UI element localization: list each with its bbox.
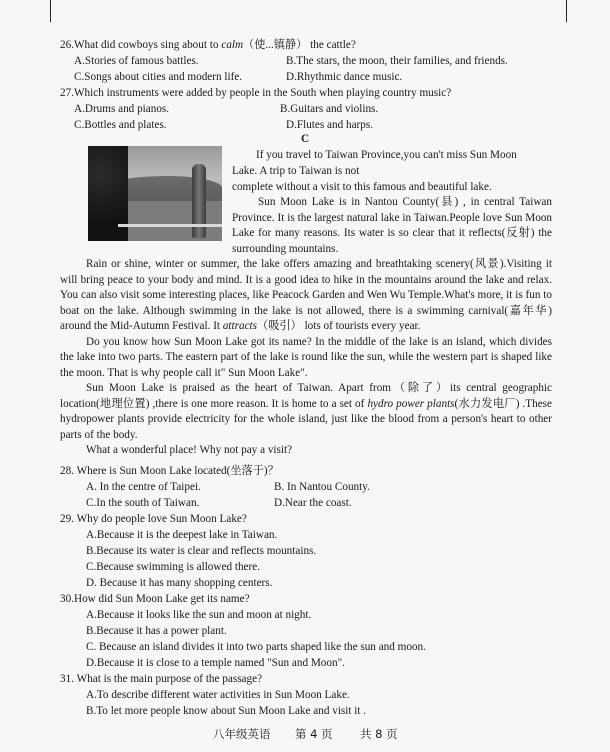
q27-option-a[interactable]: A.Drums and pianos.: [74, 103, 170, 115]
crop-mark-right: [566, 0, 567, 22]
footer-page-number: 第 4 页: [295, 727, 333, 741]
footer-subject: 八年级英语: [213, 727, 271, 741]
q26-option-a[interactable]: A.Stories of famous battles.: [74, 55, 199, 67]
passage-p6: What a wonderful place! Why not pay a visit?: [86, 444, 293, 456]
passage-p1-line1: If you travel to Taiwan Province,you can't miss Sun Moon: [256, 149, 517, 161]
q30-question: 30.How did Sun Moon Lake get its name?: [60, 593, 250, 605]
q31-option-b[interactable]: B.To let more people know about Sun Moon Lake and visit it .: [86, 705, 367, 717]
q29-option-c[interactable]: C.Because swimming is allowed there.: [86, 561, 260, 573]
q26-question: 26.What did cowboys sing about to calm（使...镇静） the cattle?: [60, 39, 356, 51]
passage-p4: Do you know how Sun Moon Lake got its name? In the middle of the lake is an island, which divides the lake into two parts. The eastern part of the lake is round like the sun, while the western part is shaped like the moon. That is why people call it" Sun Moon Lake".: [60, 335, 552, 379]
q28-option-d[interactable]: D.Near the coast.: [274, 497, 352, 509]
q30-option-a[interactable]: A.Because it looks like the sun and moon at night.: [86, 609, 312, 621]
q27-option-b[interactable]: B.Guitars and violins.: [280, 103, 379, 115]
passage-body: [60, 257, 552, 459]
q29-option-b[interactable]: B.Because its water is clear and reflects mountains.: [86, 545, 317, 557]
q28-option-c[interactable]: C.In the south of Taiwan.: [86, 497, 200, 509]
q30-option-c[interactable]: C. Because an island divides it into two parts shaped like the sun and moon.: [86, 641, 426, 653]
passage-p1-line2: Lake. A trip to Taiwan is not: [232, 165, 360, 177]
section-letter: C: [301, 133, 310, 145]
passage-p5: Sun Moon Lake is praised as the heart of Taiwan. Apart from（除了）its central geographic location(地理位置) ,there is one more reason. It is home to a set of hydro power plants(水力发电厂) .These hydropower plants provide electricity for the whole island, just like the blood from a person's heart to other parts of the body.: [60, 382, 552, 441]
q28-option-b[interactable]: B. In Nantou County.: [274, 481, 370, 493]
passage-p2: Sun Moon Lake is in Nantou County(县) , in central Taiwan Province. It is the largest natural lake in Taiwan.People love Sun Moon Lake for many reasons. Its water is so clear that it reflects(反射) the surrounding mountains.: [232, 196, 552, 255]
q28-option-a[interactable]: A. In the centre of Taipei.: [86, 481, 201, 493]
q29-question: 29. Why do people love Sun Moon Lake?: [60, 513, 247, 525]
q30-option-b[interactable]: B.Because it has a power plant.: [86, 625, 227, 637]
q28-question: 28. Where is Sun Moon Lake located(坐落于)？: [60, 465, 279, 477]
q26-option-b[interactable]: B.The stars, the moon, their families, and friends.: [286, 55, 508, 67]
sun-moon-lake-photo: [88, 146, 222, 241]
passage-p3: Rain or shine, winter or summer, the lake offers amazing and breathtaking scenery(风景).Visiting it will bring peace to your body and mind. It is a good idea to hike in the mountains around the lake and relax. You can also visit some interesting places, like Peacock Garden and Wen Wu Temple.What's more, it is fun to boat on the lake. Although swimming in the lake is not allowed, there is a swimming carnival(嘉年华) around the Mid-Autumn Festival. It attracts（吸引） lots of tourists every year.: [60, 258, 552, 332]
q31-option-a[interactable]: A.To describe different water activities in Sun Moon Lake.: [86, 689, 350, 701]
q29-option-a[interactable]: A.Because it is the deepest lake in Taiwan.: [86, 529, 278, 541]
q31-question: 31. What is the main purpose of the passage?: [60, 673, 263, 685]
q29-option-d[interactable]: D. Because it has many shopping centers.: [86, 577, 273, 589]
footer-total-pages: 共 8 页: [360, 727, 398, 741]
q30-option-d[interactable]: D.Because it is close to a temple named "Sun and Moon".: [86, 657, 345, 669]
q27-question: 27.Which instruments were added by people in the South when playing country music?: [60, 87, 452, 99]
q27-option-c[interactable]: C.Bottles and plates.: [74, 119, 167, 131]
q26-option-c[interactable]: C.Songs about cities and modern life.: [74, 71, 243, 83]
passage-p1-line3: complete without a visit to this famous and beautiful lake.: [232, 181, 492, 193]
q26-option-d[interactable]: D.Rhythmic dance music.: [286, 71, 403, 83]
crop-mark-left: [50, 0, 51, 22]
q27-option-d[interactable]: D.Flutes and harps.: [286, 119, 374, 131]
